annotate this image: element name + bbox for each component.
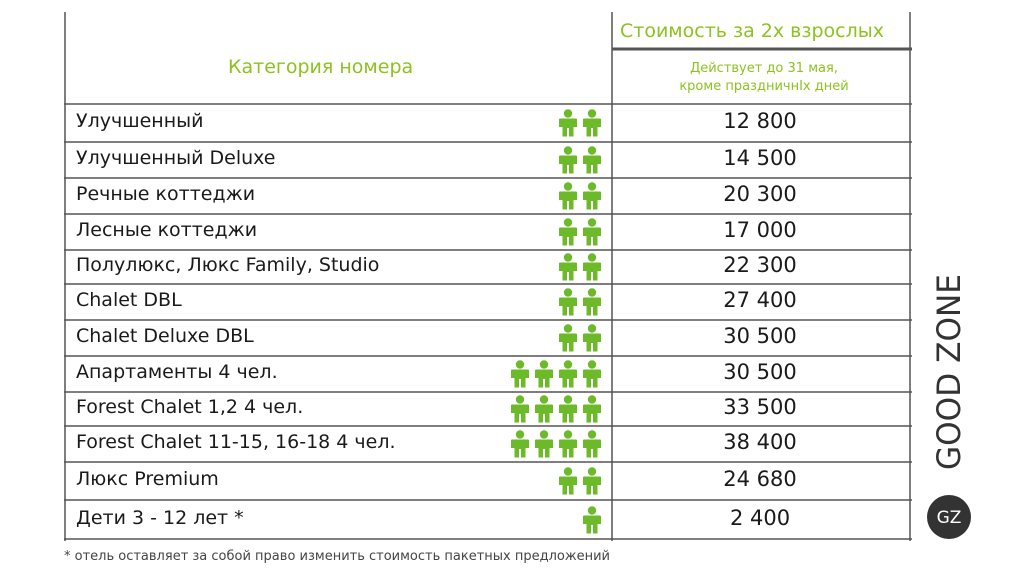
room-price: 14 500	[723, 146, 797, 170]
room-price: 24 680	[723, 467, 797, 491]
guest-count-icons	[582, 506, 602, 534]
guest-count-icons	[558, 109, 602, 137]
room-category-name: Лесные коттеджи	[76, 219, 258, 241]
person-icon	[582, 109, 602, 137]
person-icon	[558, 109, 578, 137]
person-icon	[582, 467, 602, 495]
person-icon	[558, 218, 578, 246]
person-icon	[534, 395, 554, 423]
person-icon	[582, 182, 602, 210]
person-icon	[558, 146, 578, 174]
room-price: 27 400	[723, 288, 797, 312]
person-icon	[558, 395, 578, 423]
room-price: 17 000	[723, 218, 797, 242]
brand-logo-text: GZ	[936, 508, 962, 528]
brand-block	[926, 270, 972, 546]
room-price: 12 800	[723, 109, 797, 133]
person-icon	[582, 146, 602, 174]
person-icon	[582, 324, 602, 352]
guest-count-icons	[510, 360, 602, 388]
room-category-name: Люкс Premium	[76, 468, 219, 490]
person-icon	[558, 467, 578, 495]
footnote: * отель оставляет за собой право изменить стоимость пакетных предложений	[64, 549, 610, 564]
room-price: 33 500	[723, 395, 797, 419]
person-icon	[582, 395, 602, 423]
person-icon	[582, 253, 602, 281]
room-category-name: Chalet DBL	[76, 289, 182, 311]
validity-note-line1: Действует до 31 мая,	[690, 61, 838, 76]
price-header: Стоимость за 2х взрослых	[620, 20, 884, 42]
guest-count-icons	[558, 467, 602, 495]
person-icon	[558, 430, 578, 458]
room-price: 22 300	[723, 253, 797, 277]
person-icon	[558, 288, 578, 316]
person-icon	[582, 288, 602, 316]
room-category-name: Chalet Deluxe DBL	[76, 325, 254, 347]
brand-name: GOOD ZONE	[930, 270, 968, 470]
guest-count-icons	[510, 430, 602, 458]
person-icon	[558, 253, 578, 281]
price-table	[64, 12, 912, 541]
room-price: 2 400	[729, 505, 791, 530]
room-category-name: Дети 3 - 12 лет *	[76, 506, 244, 529]
room-category-name: Улучшенный	[76, 110, 204, 132]
room-price: 20 300	[723, 182, 797, 206]
guest-count-icons	[558, 253, 602, 281]
guest-count-icons	[558, 288, 602, 316]
person-icon	[558, 360, 578, 388]
room-price: 38 400	[723, 430, 797, 454]
person-icon	[582, 430, 602, 458]
validity-note-line2: кроме праздничнІх дней	[679, 79, 849, 94]
room-price: 30 500	[723, 360, 797, 384]
room-category-name: Апартаменты 4 чел.	[76, 361, 278, 383]
room-category-name: Полулюкс, Люкс Family, Studio	[76, 254, 380, 276]
room-category-name: Forest Chalet 11-15, 16-18 4 чел.	[76, 431, 396, 453]
person-icon	[582, 360, 602, 388]
person-icon	[534, 430, 554, 458]
person-icon	[510, 430, 530, 458]
person-icon	[582, 218, 602, 246]
person-icon	[558, 182, 578, 210]
person-icon	[510, 360, 530, 388]
person-icon	[534, 360, 554, 388]
room-category-name: Forest Chalet 1,2 4 чел.	[76, 396, 304, 418]
guest-count-icons	[558, 182, 602, 210]
person-icon	[558, 324, 578, 352]
guest-count-icons	[558, 146, 602, 174]
guest-count-icons	[558, 324, 602, 352]
brand-logo	[926, 270, 972, 546]
guest-count-icons	[510, 395, 602, 423]
category-header: Категория номера	[228, 56, 414, 78]
gz-logo-icon	[927, 495, 971, 539]
room-category-name: Речные коттеджи	[76, 183, 256, 205]
person-icon	[582, 506, 602, 534]
person-icon	[510, 395, 530, 423]
guest-count-icons	[558, 218, 602, 246]
room-price: 30 500	[723, 324, 797, 348]
room-category-name: Улучшенный Deluxe	[76, 147, 276, 169]
